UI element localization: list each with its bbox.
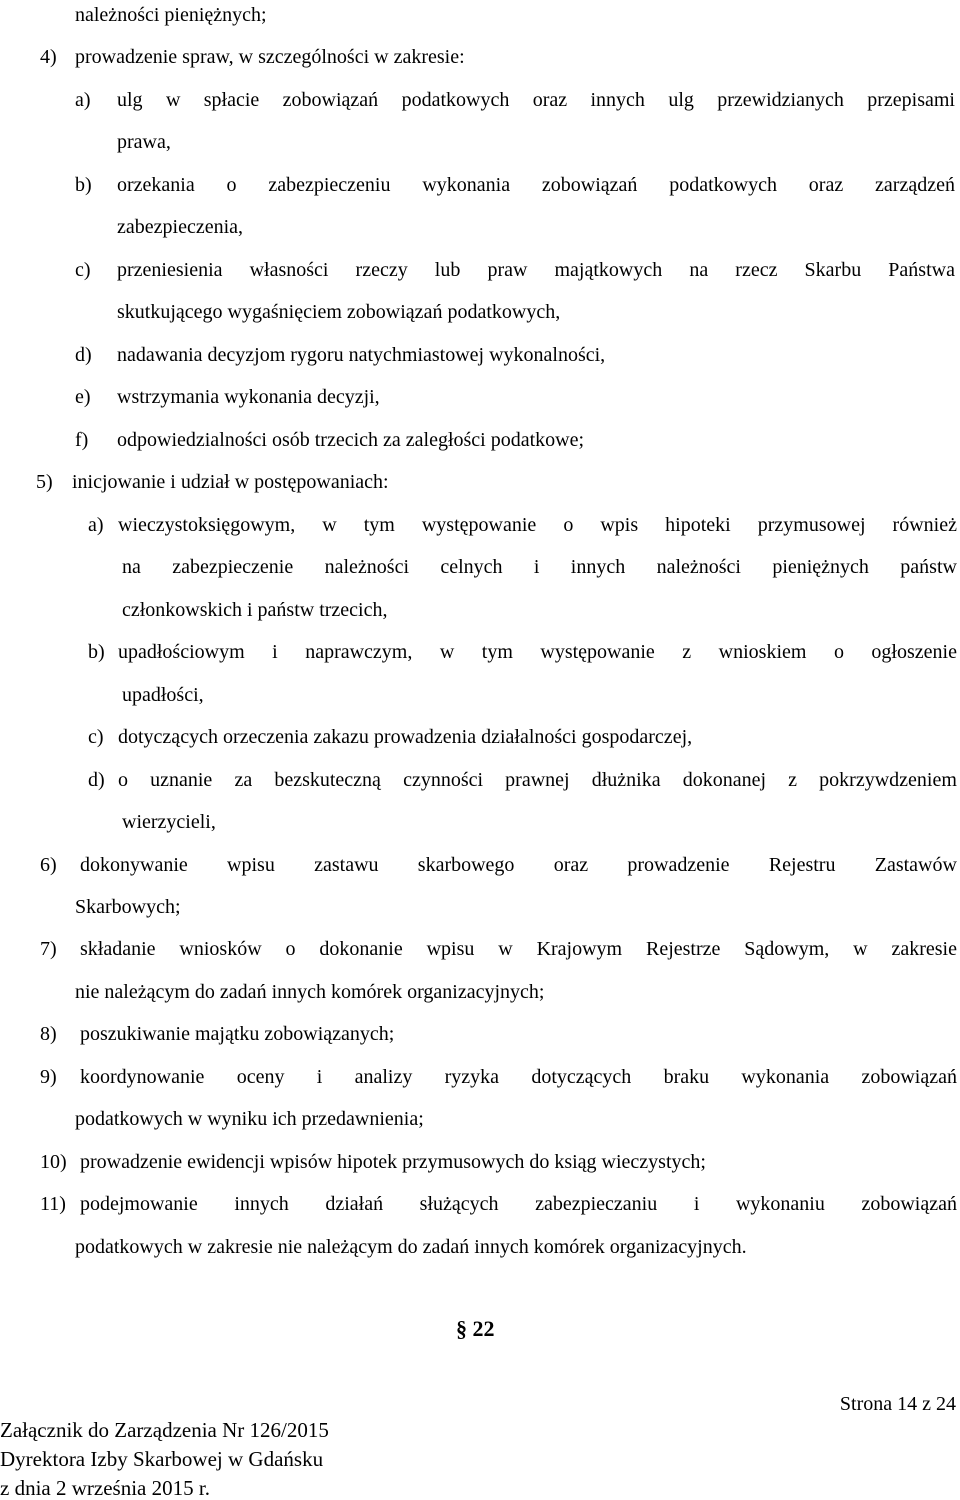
text-line: inicjowanie i udział w postępowaniach: — [72, 471, 389, 493]
text-line: podatkowych w zakresie nie należącym do zadań innych komórek organizacyjnych. — [75, 1236, 747, 1258]
page-indicator: Strona 14 z 24 — [839, 1393, 956, 1415]
list-letter: b) — [88, 641, 105, 663]
text-line: podejmowanie innych działań służących zabezpieczaniu i wykonaniu zobowiązań — [80, 1193, 957, 1215]
footer-date-line: z dnia 2 września 2015 r. — [0, 1476, 210, 1500]
text-line: dotyczących orzeczenia zakazu prowadzenia działalności gospodarczej, — [118, 726, 693, 748]
text-line: o uznanie za bezskuteczną czynności prawnej dłużnika dokonanej z pokrzywdzeniem — [118, 769, 957, 791]
list-letter: a) — [88, 514, 104, 536]
text-line: prowadzenie spraw, w szczególności w zakresie: — [75, 46, 465, 68]
list-number: 11) — [40, 1193, 66, 1215]
text-line: orzekania o zabezpieczeniu wykonania zobowiązań podatkowych oraz zarządzeń — [117, 174, 955, 196]
footer-attachment-line: Załącznik do Zarządzenia Nr 126/2015 — [0, 1418, 329, 1442]
list-number: 7) — [40, 938, 57, 960]
list-number: 6) — [40, 854, 57, 876]
text-line: koordynowanie oceny i analizy ryzyka dotyczących braku wykonania zobowiązań — [80, 1066, 957, 1088]
list-number: 8) — [40, 1023, 57, 1045]
text-line: prowadzenie ewidencji wpisów hipotek przymusowych do ksiąg wieczystych; — [80, 1151, 706, 1173]
text-line: poszukiwanie majątku zobowiązanych; — [80, 1023, 395, 1045]
text-line: nadawania decyzjom rygoru natychmiastowej wykonalności, — [117, 344, 606, 366]
text-line: przeniesienia własności rzeczy lub praw majątkowych na rzecz Skarbu Państwa — [117, 259, 955, 281]
list-letter: b) — [75, 174, 92, 196]
list-number: 10) — [40, 1151, 67, 1173]
list-letter: e) — [75, 386, 91, 408]
text-line: zabezpieczenia, — [117, 216, 244, 238]
text-line: wieczystoksięgowym, w tym występowanie o wpis hipoteki przymusowej również — [118, 514, 957, 536]
list-number: 4) — [40, 46, 57, 68]
text-line: Skarbowych; — [75, 896, 181, 918]
text-line: ulg w spłacie zobowiązań podatkowych oraz innych ulg przewidzianych przepisami — [117, 89, 955, 111]
text-line: należności pieniężnych; — [75, 4, 267, 26]
list-letter: f) — [75, 429, 89, 451]
list-letter: c) — [88, 726, 104, 748]
text-line: upadłości, — [122, 684, 204, 706]
list-letter: d) — [75, 344, 92, 366]
text-line: składanie wniosków o dokonanie wpisu w Krajowym Rejestrze Sądowym, w zakresie — [80, 938, 957, 960]
text-line: skutkującego wygaśnięciem zobowiązań podatkowych, — [117, 301, 561, 323]
text-line: prawa, — [117, 131, 171, 153]
text-line: nie należącym do zadań innych komórek organizacyjnych; — [75, 981, 545, 1003]
footer-director-line: Dyrektora Izby Skarbowej w Gdańsku — [0, 1447, 324, 1471]
list-number: 5) — [36, 471, 53, 493]
section-heading: § 22 — [456, 1316, 495, 1341]
list-number: 9) — [40, 1066, 57, 1088]
list-letter: a) — [75, 89, 91, 111]
text-line: wierzycieli, — [122, 811, 216, 833]
text-line: członkowskich i państw trzecich, — [122, 599, 388, 621]
text-line: podatkowych w wyniku ich przedawnienia; — [75, 1108, 424, 1130]
text-line: upadłościowym i naprawczym, w tym występowanie z wnioskiem o ogłoszenie — [118, 641, 957, 663]
text-line: dokonywanie wpisu zastawu skarbowego oraz prowadzenie Rejestru Zastawów — [80, 854, 957, 876]
text-line: wstrzymania wykonania decyzji, — [117, 386, 380, 408]
list-letter: d) — [88, 769, 105, 791]
list-letter: c) — [75, 259, 91, 281]
text-line: na zabezpieczenie należności celnych i innych należności pieniężnych państw — [122, 556, 957, 578]
text-line: odpowiedzialności osób trzecich za zaległości podatkowe; — [117, 429, 585, 451]
